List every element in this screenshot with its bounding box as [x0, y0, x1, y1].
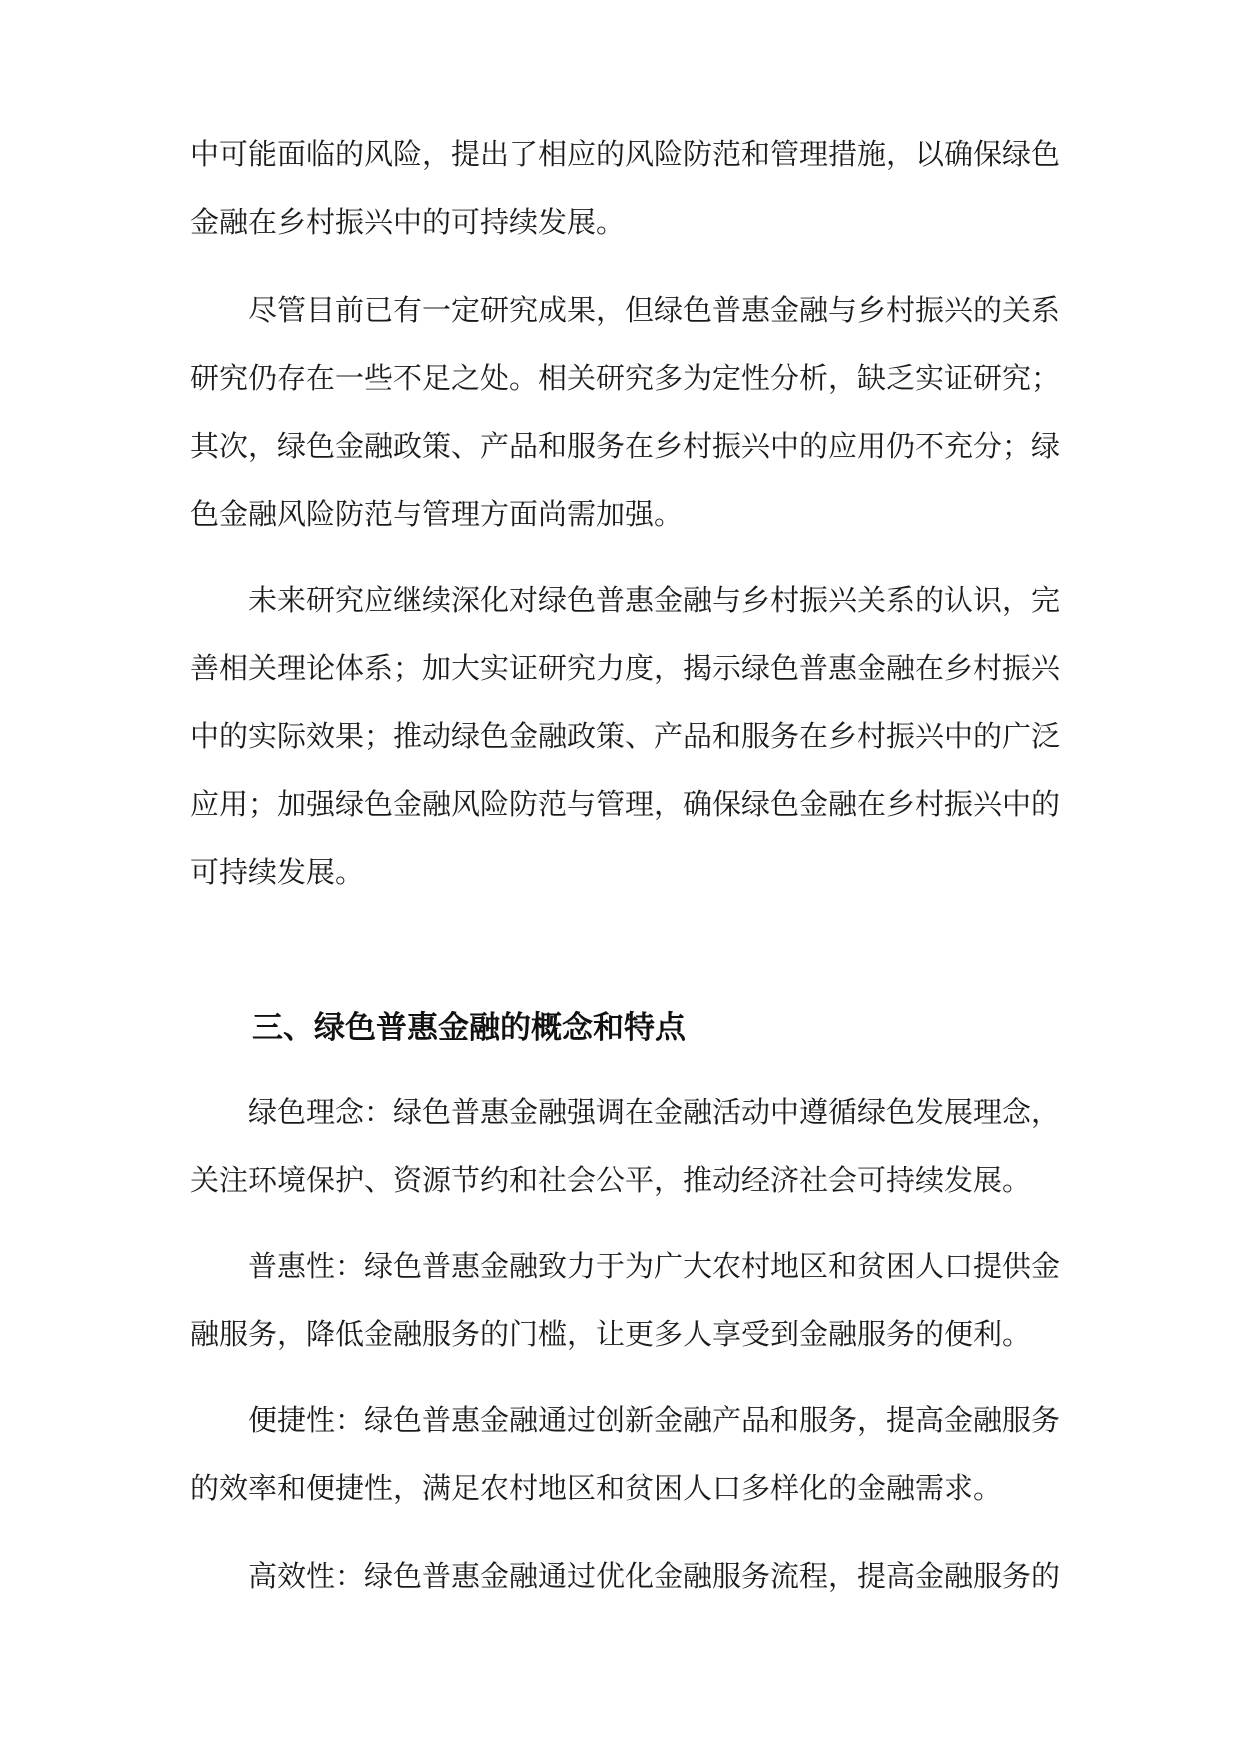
paragraph-line: 其次，绿色金融政策、产品和服务在乡村振兴中的应用仍不充分；绿 — [190, 429, 1061, 463]
paragraph-line: 应用；加强绿色金融风险防范与管理，确保绿色金融在乡村振兴中的 — [190, 787, 1061, 821]
paragraph-line: 善相关理论体系；加大实证研究力度，揭示绿色普惠金融在乡村振兴 — [190, 651, 1061, 685]
paragraph-line: 研究仍存在一些不足之处。相关研究多为定性分析，缺乏实证研究； — [190, 361, 1061, 395]
paragraph-line: 普惠性：绿色普惠金融致力于为广大农村地区和贫困人口提供金 — [248, 1249, 1061, 1283]
paragraph-line: 的效率和便捷性，满足农村地区和贫困人口多样化的金融需求。 — [190, 1471, 1003, 1505]
paragraph-line: 融服务，降低金融服务的门槛，让更多人享受到金融服务的便利。 — [190, 1317, 1032, 1351]
paragraph-line: 便捷性：绿色普惠金融通过创新金融产品和服务，提高金融服务 — [248, 1403, 1061, 1437]
paragraph-line: 绿色理念：绿色普惠金融强调在金融活动中遵循绿色发展理念， — [248, 1095, 1061, 1129]
paragraph-line: 金融在乡村振兴中的可持续发展。 — [190, 205, 626, 239]
paragraph-line: 中可能面临的风险，提出了相应的风险防范和管理措施，以确保绿色 — [190, 137, 1061, 171]
paragraph-line: 关注环境保护、资源节约和社会公平，推动经济社会可持续发展。 — [190, 1163, 1032, 1197]
paragraph-line: 高效性：绿色普惠金融通过优化金融服务流程，提高金融服务的 — [248, 1559, 1061, 1593]
section-heading: 三、绿色普惠金融的概念和特点 — [252, 1010, 686, 1046]
paragraph-line: 尽管目前已有一定研究成果，但绿色普惠金融与乡村振兴的关系 — [248, 293, 1061, 327]
paragraph-line: 未来研究应继续深化对绿色普惠金融与乡村振兴关系的认识，完 — [248, 583, 1061, 617]
paragraph-line: 色金融风险防范与管理方面尚需加强。 — [190, 497, 684, 531]
paragraph-line: 可持续发展。 — [190, 855, 365, 889]
paragraph-line: 中的实际效果；推动绿色金融政策、产品和服务在乡村振兴中的广泛 — [190, 719, 1061, 753]
